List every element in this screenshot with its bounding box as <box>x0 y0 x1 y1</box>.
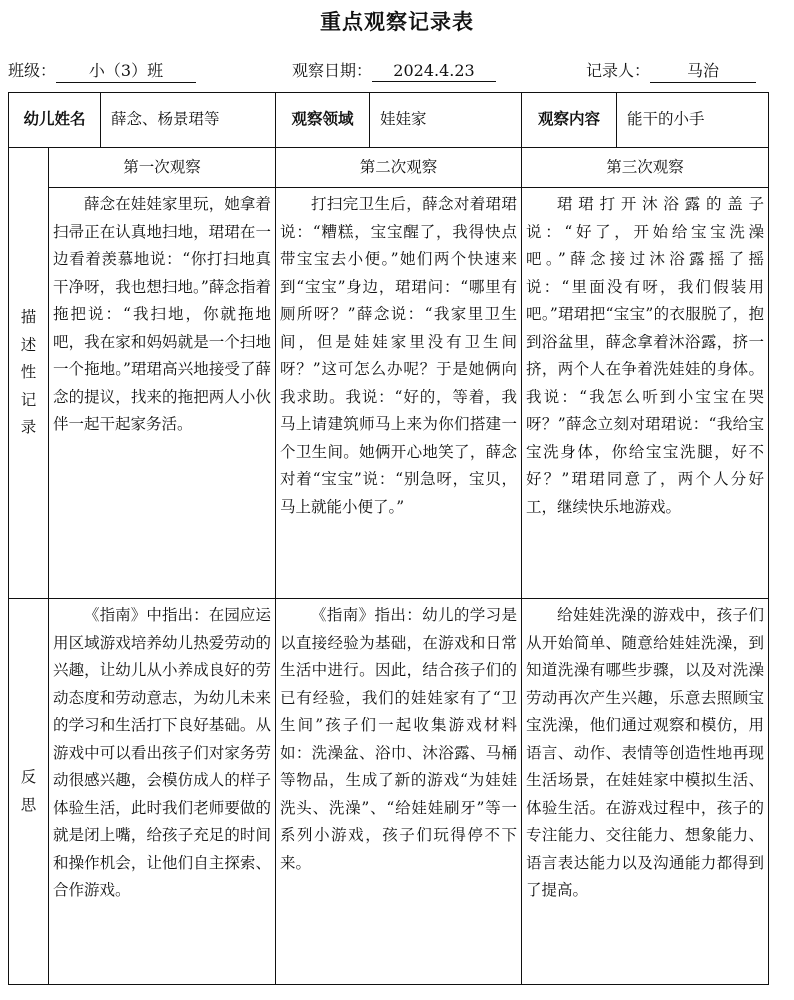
description-label-char: 描 <box>20 308 37 327</box>
reflection-label-char: 思 <box>20 795 37 814</box>
description-cell-2 <box>276 188 522 599</box>
child-name-value: 薛念、杨景珺等 <box>101 93 276 148</box>
class-value: 小（3）班 <box>56 58 196 83</box>
date-value: 2024.4.23 <box>372 61 496 82</box>
reflection-cell-2 <box>276 599 522 985</box>
child-name-label: 幼儿姓名 <box>9 93 101 148</box>
class-label: 班级： <box>8 61 57 80</box>
class-field <box>8 58 196 83</box>
domain-label: 观察领域 <box>276 93 370 148</box>
description-label <box>9 148 49 599</box>
recorder-label: 记录人： <box>586 61 651 80</box>
recorder-field <box>586 58 756 83</box>
column-header-3: 第三次观察 <box>522 148 769 188</box>
observation-table <box>8 92 769 985</box>
description-cell-1 <box>49 188 276 599</box>
description-label-char: 录 <box>20 418 37 437</box>
reflection-text: 给娃娃洗澡的游戏中，孩子们从开始简单、随意给娃娃洗澡，到知道洗澡有哪些步骤，以及对洗澡劳动再次产生兴趣，乐意去照顾宝宝洗澡，他们通过观察和模仿，用语言、动作、表情等创造性地再现生活场景，在娃娃家中模拟生活、体验生活。在游戏过程中，孩子的专注能力、交往能力、想象能力、语言表达能力以及沟通能力都得到了提高。 <box>526 606 765 899</box>
description-row <box>9 188 769 599</box>
description-text: 打扫完卫生后，薛念对着珺珺说：“糟糕，宝宝醒了，我得快点带宝宝去小便。”她们两个快速来到“宝宝”身边，珺珺问：“哪里有厕所呀？”薛念说：“我家里卫生间，但是娃娃家里没有卫生间呀？”这可怎么办呢？于是她俩向我求助。我说：“好的，等着，我马上请建筑师马上来为你们搭建一个卫生间。她俩开心地笑了，薛念对着“宝宝”说：“别急呀，宝贝，马上就能小便了。” <box>280 195 518 516</box>
date-field <box>292 58 496 82</box>
info-row <box>9 93 769 148</box>
description-text: 珺珺打开沐浴露的盖子说：“好了，开始给宝宝洗澡吧。”薛念接过沐浴露摇了摇说：“里面没有呀，我们假装用吧。”珺珺把“宝宝”的衣服脱了，抱到浴盆里，薛念拿着沐浴露，挤一挤，两个人在争着洗娃娃的身体。我说：“我怎么听到小宝宝在哭呀？”薛念立刻对珺珺说：“我给宝宝洗身体，你给宝宝洗腿，好不好？”珺珺同意了，两个人分好工，继续快乐地游戏。 <box>526 195 765 516</box>
content-label: 观察内容 <box>522 93 617 148</box>
domain-value: 娃娃家 <box>370 93 522 148</box>
column-header-1: 第一次观察 <box>49 148 276 188</box>
reflection-cell-3 <box>522 599 769 985</box>
column-header-row <box>9 148 769 188</box>
content-value: 能干的小手 <box>617 93 769 148</box>
column-header-2: 第二次观察 <box>276 148 522 188</box>
reflection-label-char: 反 <box>20 768 37 786</box>
description-label-char: 性 <box>20 363 37 382</box>
recorder-value: 马治 <box>650 58 756 83</box>
description-label-char: 记 <box>20 390 37 409</box>
reflection-text: 《指南》指出：幼儿的学习是以直接经验为基础，在游戏和日常生活中进行。因此，结合孩子们的已有经验，我们的娃娃家有了“卫生间”孩子们一起收集游戏材料如：洗澡盆、浴巾、沐浴露、马桶等物品，生成了新的游戏“为娃娃洗头、洗澡”、“给娃娃刷牙”等一系列小游戏，孩子们玩得停不下来。 <box>280 606 518 872</box>
description-label-char: 述 <box>20 335 37 354</box>
reflection-row <box>9 599 769 985</box>
description-text: 薛念在娃娃家里玩，她拿着扫帚正在认真地扫地，珺珺在一边看着羡慕地说：“你打扫地真干净呀，我也想扫地。”薛念指着拖把说：“我扫地，你就拖地吧，我在家和妈妈就是一个扫地一个拖地。”珺珺高兴地接受了薛念的提议，找来的拖把两人小伙伴一起干起家务活。 <box>53 195 272 433</box>
page-title: 重点观察记录表 <box>320 10 474 34</box>
date-label: 观察日期： <box>292 61 373 80</box>
reflection-cell-1 <box>49 599 276 985</box>
description-cell-3 <box>522 188 769 599</box>
reflection-text: 《指南》中指出：在园应运用区域游戏培养幼儿热爱劳动的兴趣，让幼儿从小养成良好的劳动态度和劳动意志，为幼儿未来的学习和生活打下良好基础。从游戏中可以看出孩子们对家务劳动很感兴趣，会模仿成人的样子体验生活，此时我们老师要做的就是闭上嘴，给孩子充足的时间和操作机会，让他们自主探索、合作游戏。 <box>53 606 272 899</box>
reflection-label <box>9 599 49 985</box>
